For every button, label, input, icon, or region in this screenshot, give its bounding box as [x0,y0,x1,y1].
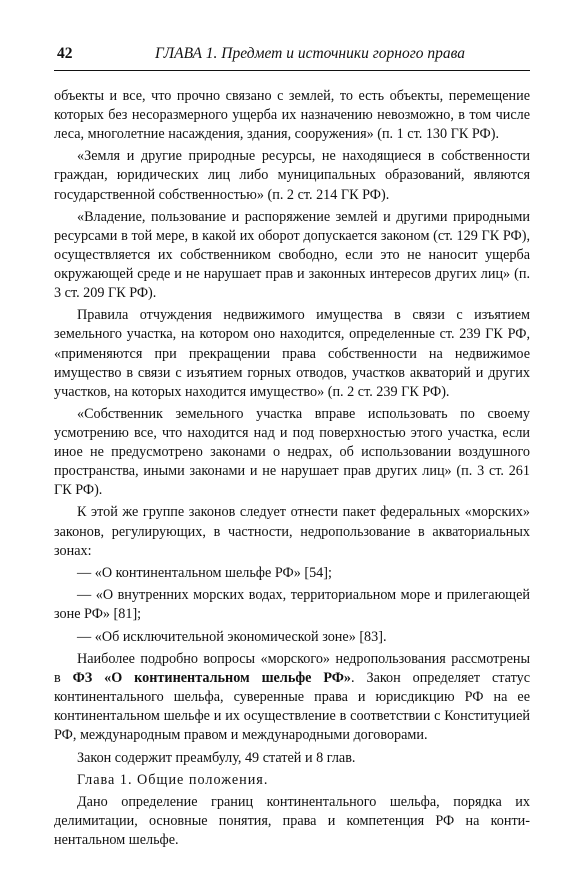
paragraph-law-contents: Закон содержит преамбулу, 49 статей и 8 глав. [77,749,356,766]
list-item-continental-shelf: — «О континентальном шельфе РФ» [54]; [77,564,332,581]
list-item-internal-waters: — «О внутренних морских водах, территориальном море и прилегающей зоне РФ» [81]; [54,587,530,623]
fz-text-before: Наиболее подробно вопросы «морского» недропользования рассмотрены в [54,650,530,687]
paragraph-continuation: объекты и все, что прочно связано с землей, то есть объекты, перемещение которых без несоразмерного ущерба их назначению невозможно, в том числе леса, многолетние насаждения, здания, сооружения» (п. 1 ст. 130 ГК РФ). [54,88,530,143]
paragraph-chapter-one: Глава 1. Общие положения. [77,771,269,788]
fz-law-title: ФЗ «О континентальном шельфе РФ» [72,670,352,687]
paragraph-alienation-rules: Правила отчуждения недвижимого имущества в связи с изъятием земельного участка, на котором оно находится, определенные ст. 239 ГК РФ, «применяются при прекращении права собственности на недвижимое имущество в связи с изъятием горных отводов, участков акваторий и других участков, на которых находится имущество» (п. 2 ст. 239 ГК РФ). [54,307,530,400]
paragraph-fz-shelf [54,650,530,745]
header-divider [54,70,530,71]
paragraph-quote-209: «Владение, пользование и распоряжение землей и другими природными ресурсами в той мере, в какой их оборот допускается законом (ст. 129 ГК РФ), осуществляется их собственником свободно, если это не наносит ущерба окружающей среде и не нарушает прав и законных интересов других лиц» (п. 3 ст. 209 ГК РФ). [54,208,530,302]
paragraph-maritime-laws: К этой же группе законов следует отнести пакет федеральных «морских» законов, регулирующих, в частности, недропользование в акваториальных зонах: [54,504,530,559]
paragraph-quote-214: «Земля и другие природные ресурсы, не находящиеся в собственности граждан, юридических лиц либо муниципальных образований, являются государственной собственностью» (п. 2 ст. 214 ГК РФ). [54,148,530,203]
chapter-title: ГЛАВА 1. Предмет и источники горного права [155,45,465,62]
paragraph-quote-261: «Собственник земельного участка вправе использовать по своему усмотрению все, что находится над и под поверхностью этого участка, если иное не предусмотрено законами о недрах, об использовании воздушного пространства, иными законами и не нарушает прав других лиц» (п. 3 ст. 261 ГК РФ). [54,405,530,499]
page-number: 42 [57,45,73,62]
fz-text-after: . Закон определяет статус континентального шельфа, суверенные права и юрисдикцию РФ на ее континентальном шельфе и их осуществление в соответствии с Конституцией РФ, международным правом и международными договорами. [54,670,531,744]
page-body [54,87,530,854]
list-item-economic-zone: — «Об исключительной экономической зоне» [83]. [77,628,387,645]
paragraph-definitions: Дано определение границ континентального шельфа, порядка их делимитации, основные понятия, права и компетенция РФ на континентальном шельфе. [54,794,530,849]
